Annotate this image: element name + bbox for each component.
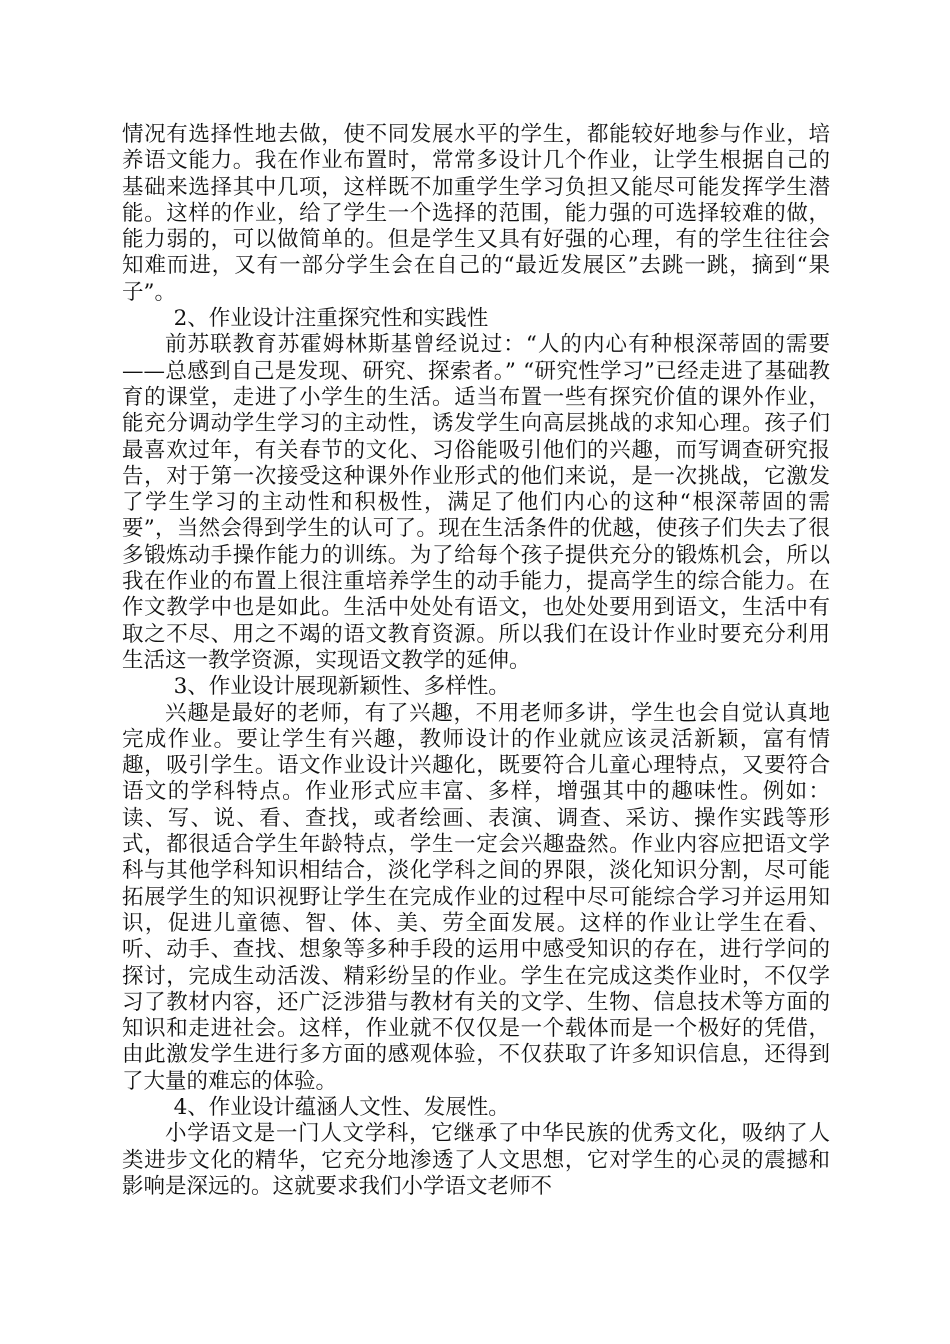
paragraph-inquiry-practice: 前苏联教育苏霍姆林斯基曾经说过：“人的内心有种根深蒂固的需要——总感到自己是发现、研究、探索者。” “研究性学习”已经走进了基础教育的课堂，走进了小学生的生活。适当布置一些有探究价值的课外作业，能充分调动学生学习的主动性，诱发学生向高层挑战的求知心理。孩子们最喜欢过年，有关春节的文化、习俗能吸引他们的兴趣，而写调查研究报告，对于第一次接受这种课外作业形式的他们来说，是一次挑战，它激发了学生学习的主动性和积极性，满足了他们内心的这种“根深蒂固的需要”，当然会得到学生的认可了。现在生活条件的优越，使孩子们失去了很多锻炼动手操作能力的训练。为了给每个孩子提供充分的锻炼机会，所以我在作业的布置上很注重培养学生的动手能力，提高学生的综合能力。在作文教学中也是如此。生活中处处有语文，也处处要用到语文，生活中有取之不尽、用之不竭的语文教育资源。所以我们在设计作业时要充分利用生活这一教学资源，实现语文教学的延伸。: [122, 332, 830, 673]
paragraph-novelty-diversity: 兴趣是最好的老师，有了兴趣，不用老师多讲，学生也会自觉认真地完成作业。要让学生有兴趣，教师设计的作业就应该灵活新颖，富有情趣，吸引学生。语文作业设计兴趣化，既要符合儿童心理特点，又要符合语文的学科特点。作业形式应丰富、多样，增强其中的趣味性。例如：读、写、说、看、查找，或者绘画、表演、调查、采访、操作实践等形式，都很适合学生年龄特点，学生一定会兴趣盎然。作业内容应把语文学科与其他学科知识相结合，淡化学科之间的界限，淡化知识分割，尽可能拓展学生的知识视野让学生在完成作业的过程中尽可能综合学习并运用知识，促进儿童德、智、体、美、劳全面发展。这样的作业让学生在看、听、动手、查找、想象等多种手段的运用中感受知识的存在，进行学问的探讨，完成生动活泼、精彩纷呈的作业。学生在完成这类作业时，不仅学习了教材内容，还广泛涉猎与教材有关的文学、生物、信息技术等方面的知识和走进社会。这样，作业就不仅仅是一个载体而是一个极好的凭借，由此激发学生进行多方面的感观体验，不仅获取了许多知识信息，还得到了大量的难忘的体验。: [122, 700, 830, 1094]
paragraph-choice-homework: 情况有选择性地去做，使不同发展水平的学生，都能较好地参与作业，培养语文能力。我在作业布置时，常常多设计几个作业，让学生根据自己的基础来选择其中几项，这样既不加重学生学习负担又能尽可能发挥学生潜能。这样的作业，给了学生一个选择的范围，能力强的可选择较难的做，能力弱的，可以做简单的。但是学生又具有好强的心理，有的学生往往会知难而进，又有一部分学生会在自己的“最近发展区”去跳一跳，摘到“果子”。: [122, 122, 830, 305]
paragraph-humanistic: 小学语文是一门人文学科，它继承了中华民族的优秀文化，吸纳了人类进步文化的精华，它充分地渗透了人文思想，它对学生的心灵的震撼和影响是深远的。这就要求我们小学语文老师不: [122, 1121, 830, 1199]
section-heading-3: 3、作业设计展现新颖性、多样性。: [173, 674, 510, 700]
section-heading-4: 4、作业设计蕴涵人文性、发展性。: [173, 1094, 510, 1120]
document-page: [122, 122, 830, 1200]
section-heading-2: 2、作业设计注重探究性和实践性: [173, 306, 489, 332]
